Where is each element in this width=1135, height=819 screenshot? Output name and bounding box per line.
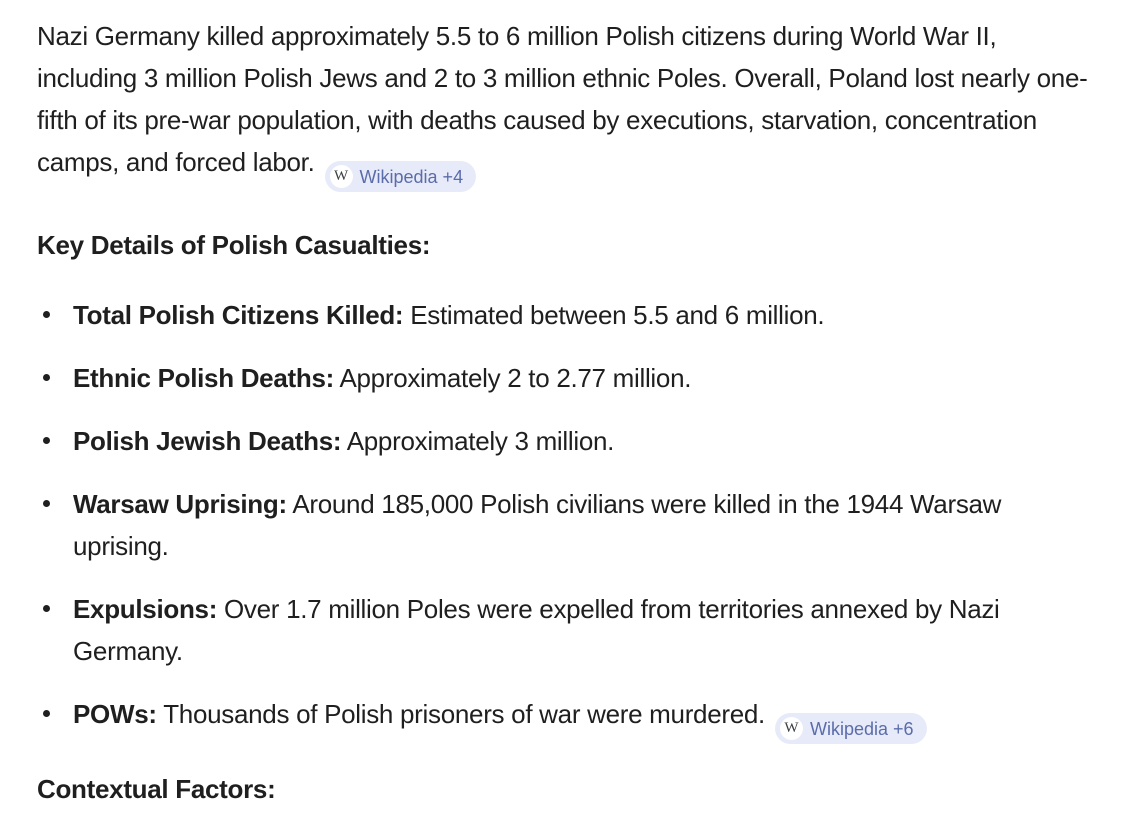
- list-item-expulsions: [37, 588, 1098, 672]
- citation-chip-wikipedia-plus-4[interactable]: [325, 161, 477, 192]
- wikipedia-icon: [330, 165, 353, 188]
- list-item-text: Approximately 3 million.: [346, 426, 615, 456]
- answer-text: Nazi Germany killed approximately 5.5 to 6 million Polish citizens during World War II, including 3 million Polish Jews and 2 to 3 million ethnic Poles. Overall, Poland lost nearly one-fifth of its pre-war population, with deaths caused by executions, starvation, concentration camps, and forced labor.: [37, 21, 1088, 177]
- list-item-text: Estimated between 5.5 and 6 million.: [410, 300, 825, 330]
- citation-label: Wikipedia +4: [359, 166, 464, 187]
- list-item-polish-jewish-deaths: [37, 420, 1098, 462]
- list-item-label: Warsaw Uprising:: [73, 489, 287, 519]
- list-item-label: Expulsions:: [73, 594, 218, 624]
- list-item-ethnic-polish-deaths: [37, 357, 1098, 399]
- wikipedia-w-glyph: W: [333, 168, 349, 184]
- wikipedia-w-glyph: W: [784, 720, 799, 736]
- list-item-label: Total Polish Citizens Killed:: [73, 300, 404, 330]
- list-item-text: Thousands of Polish prisoners of war were murdered.: [163, 699, 765, 729]
- list-item-text: Over 1.7 million Poles were expelled from territories annexed by Nazi Germany.: [73, 594, 1000, 666]
- list-item-text: Approximately 2 to 2.77 million.: [339, 363, 692, 393]
- citation-chip-wikipedia-plus-6[interactable]: [775, 713, 927, 744]
- section-heading-key-details: Key Details of Polish Casualties:: [37, 230, 431, 260]
- list-item-warsaw-uprising: [37, 483, 1098, 567]
- wikipedia-icon: [780, 717, 803, 740]
- list-item-label: Ethnic Polish Deaths:: [73, 363, 334, 393]
- list-item-label: Polish Jewish Deaths:: [73, 426, 342, 456]
- citation-label: Wikipedia +6: [809, 718, 914, 739]
- section-heading-contextual-factors: Contextual Factors:: [37, 774, 276, 804]
- casualties-list: [37, 294, 1098, 744]
- list-item-pows: [37, 693, 1098, 744]
- list-item-text: Around 185,000 Polish civilians were killed in the 1944 Warsaw uprising.: [73, 489, 1002, 561]
- list-item-total-killed: [37, 294, 1098, 336]
- list-item-label: POWs:: [73, 699, 157, 729]
- answer-paragraph: [37, 15, 1098, 192]
